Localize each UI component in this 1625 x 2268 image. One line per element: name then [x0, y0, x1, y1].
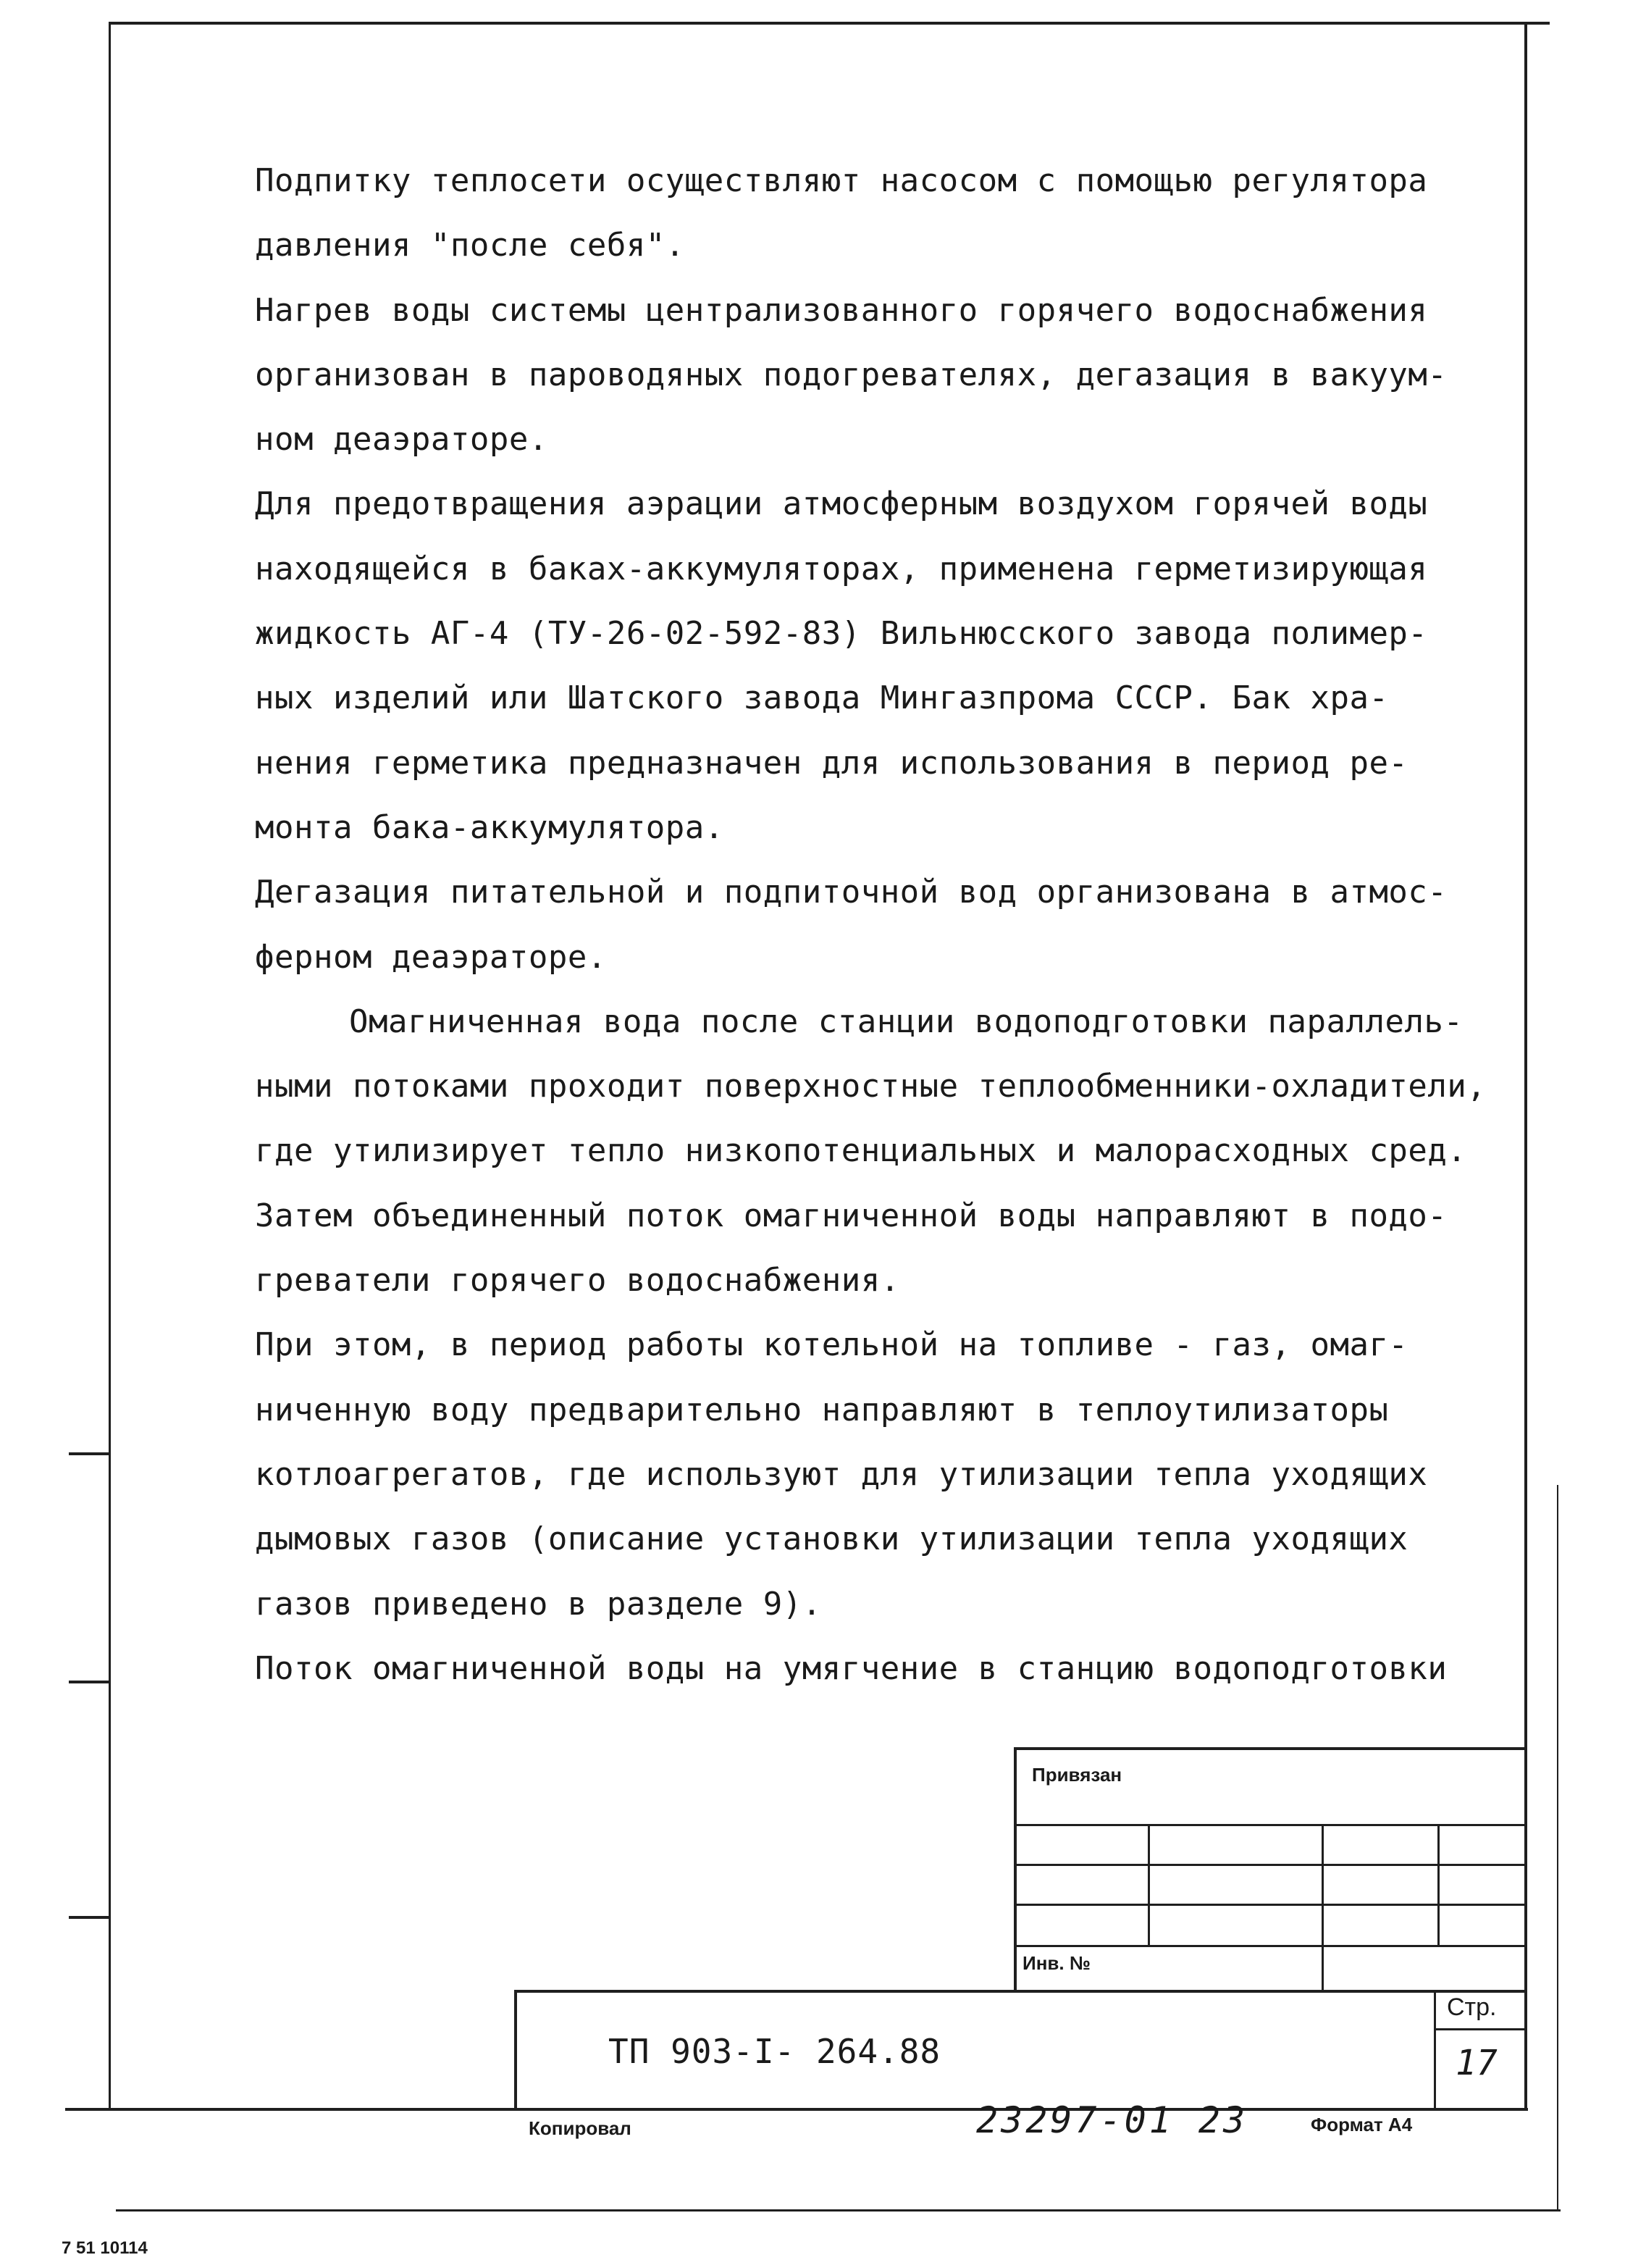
text-line: газов приведено в разделе 9).: [255, 1585, 822, 1623]
text-line: давления "после себя".: [255, 227, 685, 264]
text-line: греватели горячего водоснабжения.: [255, 1262, 900, 1300]
text-line: котлоагрегатов, где используют для утилизации тепла уходящих: [255, 1455, 1428, 1493]
text-line: ниченную воду предварительно направляют в теплоутилизаторы: [255, 1391, 1389, 1428]
text-line: При этом, в период работы котельной на топливе - газ, омаг-: [255, 1326, 1408, 1364]
stamp-border: [1437, 1824, 1440, 1945]
text-line: где утилизирует тепло низкопотенциальных и малорасходных сред.: [255, 1132, 1467, 1170]
outer-edge-right: [1557, 1485, 1558, 2211]
stamp-border: [1014, 1945, 1524, 1947]
text-line: ном деаэраторе.: [255, 421, 548, 459]
binding-tick: [69, 1681, 109, 1683]
frame-right: [1524, 22, 1527, 2108]
stamp-border: [514, 1990, 1524, 1993]
stamp-border: [1014, 1904, 1524, 1906]
text-line: Омагниченная вода после станции водоподготовки параллель-: [349, 1003, 1464, 1040]
page-number: 17: [1456, 2043, 1498, 2083]
text-line: находящейся в баках-аккумуляторах, применена герметизирующая: [255, 550, 1428, 587]
text-line: организован в пароводяных подогревателях, дегазация в вакуум-: [255, 356, 1448, 393]
stamp-border: [514, 1990, 517, 2109]
text-line: Затем объединенный поток омагниченной воды направляют в подо-: [255, 1197, 1448, 1234]
text-line: нения герметика предназначен для использования в период ре-: [255, 744, 1408, 782]
outer-edge-bottom: [116, 2209, 1561, 2211]
binding-tick: [69, 1916, 109, 1919]
copied-label: Копировал: [529, 2117, 631, 2139]
text-line: ных изделий или Шатского завода Мингазпрома СССР. Бак хра-: [255, 679, 1389, 717]
stamp-border: [1014, 1747, 1524, 1750]
stamp-border: [1014, 1864, 1524, 1866]
frame-top: [109, 22, 1550, 25]
text-line: Поток омагниченной воды на умягчение в станцию водоподготовки: [255, 1649, 1448, 1687]
document-code: ТП 903-I- 264.88: [608, 2032, 941, 2071]
stamp-border: [1014, 1747, 1017, 1990]
text-line: Для предотвращения аэрации атмосферным воздухом горячей воды: [255, 485, 1428, 523]
attached-label: Привязан: [1032, 1764, 1122, 1786]
stamp-border: [1322, 1824, 1324, 1990]
page-label: Стр.: [1447, 1993, 1497, 2021]
format-label: Формат А4: [1311, 2114, 1413, 2135]
text-line: Подпитку теплосети осуществляют насосом с помощью регулятора: [255, 162, 1428, 199]
stamp-border: [1434, 1990, 1436, 2109]
text-line: дымовых газов (описание установки утилизации тепла уходящих: [255, 1520, 1408, 1558]
stamp-border: [1434, 2028, 1524, 2030]
binding-tick: [69, 1452, 109, 1455]
frame-bottom: [65, 2108, 1528, 2111]
stamp-border: [1014, 1824, 1524, 1826]
text-line: жидкость АГ-4 (ТУ-26-02-592-83) Вильнюсского завода полимер-: [255, 615, 1428, 653]
print-code: 7 51 10114: [62, 2238, 148, 2258]
text-line: ными потоками проходит поверхностные теплообменники-охладители,: [255, 1068, 1487, 1105]
handwritten-number: 23297-01 23: [976, 2099, 1248, 2141]
stamp-border: [1148, 1824, 1150, 1945]
text-line: ферном деаэраторе.: [255, 938, 607, 976]
frame-left: [109, 22, 111, 2108]
text-line: монта бака-аккумулятора.: [255, 808, 724, 846]
document-body: [255, 148, 1500, 1701]
text-line: Нагрев воды системы централизованного горячего водоснабжения: [255, 291, 1428, 329]
inv-label: Инв. №: [1023, 1952, 1091, 1974]
text-line: Дегазация питательной и подпиточной вод организована в атмос-: [255, 874, 1448, 911]
